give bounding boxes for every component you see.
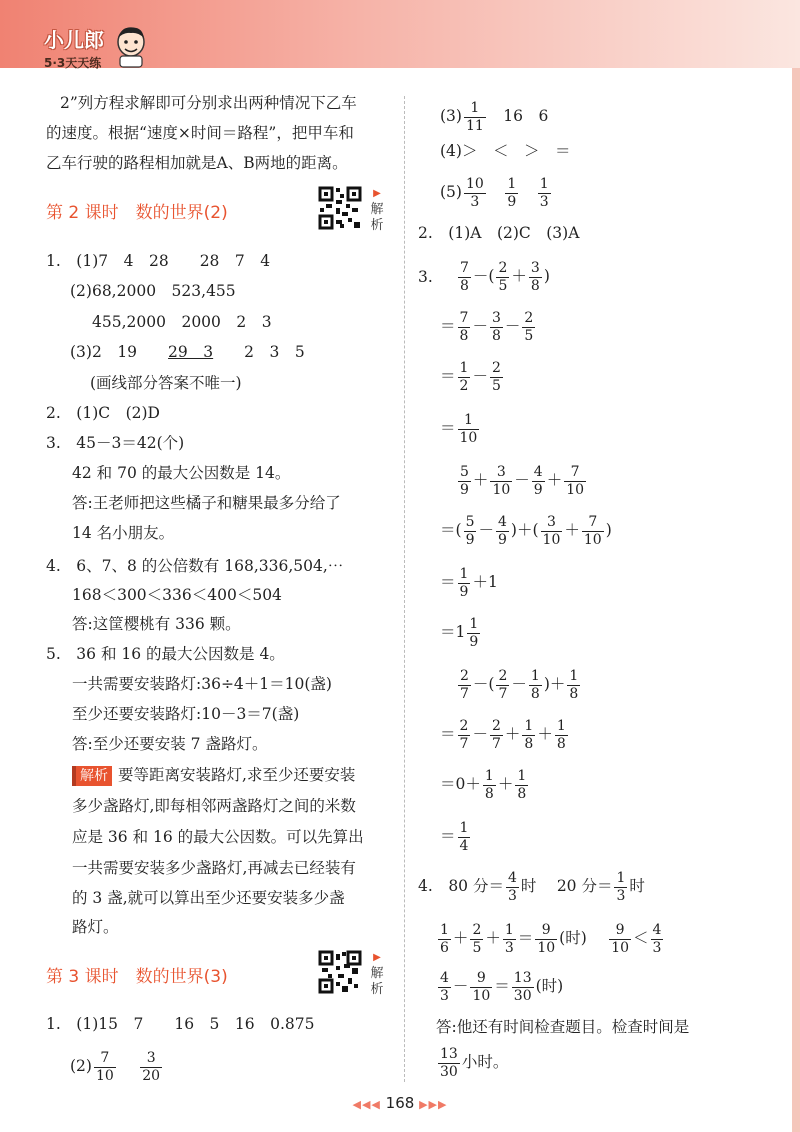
s2-q1e: (画线部分答案不唯一) [90,374,242,392]
qr-label-text-2: 解析 [370,966,384,997]
expr-f1: $\frac{5}{9}$ ＋ $\frac{3}{10}$ － $\frac{4}{9}$ ＋ $\frac{7}{10}$ [460,463,585,498]
analysis-text-1: 要等距离安装路灯,求至少还要安装 [118,766,356,784]
s2-q3d: 14 名小朋友。 [72,524,175,542]
fraction: $\frac{3}{8}$ [491,309,501,344]
fraction: $\frac{2}{7}$ [459,717,469,752]
s2-q1a: 1. (1)7 4 28 28 7 4 [46,252,271,270]
s2-q1d-post: 2 3 5 [213,343,305,361]
fraction: $\frac{3}{10}$ [542,513,561,548]
s2-q1d-pre: (3)2 19 [70,343,169,361]
fraction: $\frac{1}{2}$ [459,359,469,394]
r-q3-num: 3. [418,268,433,286]
s3-q1a: 1. (1)15 7 16 5 16 0.875 [46,1015,315,1033]
r-q4-line1: 4. 80 分＝ $\frac{4}{3}$ 时 20 分＝ $\frac{1}{3}$ 时 [418,869,645,904]
fraction: $\frac{9}{10}$ [537,921,556,956]
logo [44,24,104,71]
analysis-line-1 [72,764,355,786]
s2-q4c: 答:这筐樱桃有 336 颗。 [72,615,241,633]
expr-f2: ＝( $\frac{5}{9}$ － $\frac{4}{9}$ )＋( $\frac{3}{10}$ ＋ $\frac{7}{10}$ ) [440,513,612,548]
fraction: $\frac{2}{7}$ [460,667,469,702]
play-icon-2: ▶ [373,952,381,963]
qr-code-icon-2[interactable] [318,950,362,994]
r-q4-line2: $\frac{1}{6}$ ＋ $\frac{2}{5}$ ＋ $\frac{1}{3}$ ＝ $\frac{9}{10}$ (时) $\frac{9}{10}$ ＜ $\frac{4}{3}$ [440,921,662,956]
r-q4-answer-2: $\frac{13}{30}$ 小时。 [440,1045,509,1080]
analysis-line-6: 路灯。 [72,918,119,936]
r-q4-answer-1: 答:他还有时间检查题目。检查时间是 [436,1018,690,1036]
fraction: $\frac{10}{3}$ [465,175,484,210]
s2-q1d [70,341,305,363]
fraction: $\frac{1}{3}$ [616,869,626,904]
qr-label-2 [370,950,384,998]
s2-q3a: 3. 45－3＝42(个) [46,434,185,452]
fraction: $\frac{7}{8}$ [460,259,469,294]
fraction: $\frac{1}{6}$ [440,921,449,956]
expr-e3: ＝ $\frac{1}{2}$ － $\frac{2}{5}$ [440,359,501,394]
fraction: $\frac{1}{9}$ [507,175,517,210]
s2-q5c: 至少还要安装路灯:10－3＝7(盏) [72,705,300,723]
logo-sub: 5·3天天练 [44,56,102,70]
intro-line-1: 2”列方程求解即可分别求出两种情况下乙车 [60,94,357,112]
analysis-line-4: 一共需要安装多少盏路灯,再减去已经装有 [72,859,356,877]
fraction: $\frac{9}{10}$ [472,969,491,1004]
r-q1-3: (3) $\frac{1}{11}$ 16 6 [440,99,549,134]
expr-e4: ＝ $\frac{1}{10}$ [440,411,478,446]
s2-q4b: 168＜300＜336＜400＜504 [72,586,282,604]
s2-q5d: 答:至少还要安装 7 盏路灯。 [72,735,268,753]
fraction: $\frac{2}{7}$ [498,667,508,702]
s3-q1b [70,1046,164,1086]
fraction: $\frac{4}{9}$ [533,463,543,498]
fraction: $\frac{7}{10}$ [583,513,602,548]
fraction: $\frac{1}{8}$ [484,767,494,802]
fraction: $\frac{1}{9}$ [459,565,469,600]
s2-q3b: 42 和 70 的最大公因数是 14。 [72,464,291,482]
expr-f4: ＝1 $\frac{1}{9}$ [440,615,479,650]
fraction: $\frac{1}{8}$ [517,767,527,802]
s2-q2: 2. (1)C (2)D [46,404,160,422]
s2-q5b: 一共需要安装路灯:36÷4＋1＝10(盏) [72,675,332,693]
prev-arrows-icon: ◀◀◀ [352,1098,381,1111]
fraction: $\frac{4}{3}$ [507,869,517,904]
s2-q3c: 答:王老师把这些橘子和糖果最多分给了 [72,494,341,512]
mascot-icon [112,24,150,68]
fraction: $\frac{1}{8}$ [556,717,566,752]
fraction: $\frac{5}{9}$ [465,513,475,548]
fraction: $\frac{2}{5}$ [472,921,482,956]
r-q2: 2. (1)A (2)C (3)A [418,224,580,242]
s2-q5a: 5. 36 和 16 的最大公因数是 4。 [46,645,285,663]
fraction: $\frac{7}{10}$ [95,1049,114,1084]
fraction: $\frac{5}{9}$ [460,463,469,498]
s2-q1b: (2)68,2000 523,455 [70,282,236,300]
logo-main: 小儿郎 [44,28,104,52]
section-title-lesson-3: 第 3 课时 数的世界(3) [46,967,228,987]
page-number: 168 [385,1094,415,1112]
r-q4-line3: $\frac{4}{3}$ － $\frac{9}{10}$ ＝ $\frac{13}{30}$ (时) [440,969,564,1004]
s2-q4a: 4. 6、7、8 的公倍数有 168,336,504,⋯ [46,557,344,575]
fraction: $\frac{7}{8}$ [459,309,469,344]
expr-g3: ＝0＋ $\frac{1}{8}$ ＋ $\frac{1}{8}$ [440,767,527,802]
analysis-tag: 解析 [72,766,112,786]
fraction: $\frac{1}{9}$ [469,615,479,650]
fraction: $\frac{1}{8}$ [569,667,579,702]
fraction: $\frac{3}{20}$ [142,1049,161,1084]
fraction: $\frac{3}{10}$ [492,463,511,498]
analysis-line-2: 多少盏路灯,即每相邻两盏路灯之间的米数 [72,797,356,815]
fraction: $\frac{4}{3}$ [440,969,449,1004]
fraction: $\frac{2}{5}$ [524,309,534,344]
expr-g2: ＝ $\frac{2}{7}$ － $\frac{2}{7}$ ＋ $\frac{1}{8}$ ＋ $\frac{1}{8}$ [440,717,566,752]
expr-g4: ＝ $\frac{1}{4}$ [440,819,469,854]
qr-code-icon[interactable] [318,186,362,230]
fraction: $\frac{1}{3}$ [539,175,549,210]
r-q1-5: (5) $\frac{10}{3}$ $\frac{1}{9}$ $\frac{1}{3}$ [440,175,549,210]
analysis-line-3: 应是 36 和 16 的最大公因数。可以先算出 [72,828,364,846]
s2-q1c: 455,2000 2000 2 3 [92,313,272,331]
fraction: $\frac{9}{10}$ [611,921,630,956]
analysis-line-5: 的 3 盏,就可以算出至少还要安装多少盏 [72,889,345,907]
fraction: $\frac{1}{11}$ [465,99,484,134]
expr-e1: $\frac{7}{8}$ －( $\frac{2}{5}$ ＋ $\frac{3}{8}$ ) [460,259,550,294]
fraction: $\frac{1}{8}$ [530,667,540,702]
fraction: $\frac{1}{4}$ [459,819,469,854]
qr-label [370,186,384,234]
fraction: $\frac{1}{10}$ [459,411,478,446]
fraction: $\frac{2}{5}$ [491,359,501,394]
fraction: $\frac{3}{8}$ [530,259,540,294]
fraction: $\frac{4}{3}$ [652,921,662,956]
fraction: $\frac{1}{8}$ [524,717,534,752]
section-title-lesson-2: 第 2 课时 数的世界(2) [46,203,228,223]
fraction: $\frac{2}{7}$ [491,717,501,752]
play-icon: ▶ [373,188,381,199]
intro-line-2: 的速度。根据“速度×时间＝路程”，把甲车和 [46,124,354,142]
expr-g1: $\frac{2}{7}$ －( $\frac{2}{7}$ － $\frac{1}{8}$ )＋ $\frac{1}{8}$ [460,667,579,702]
qr-label-text: 解析 [370,202,384,233]
fraction: $\frac{7}{10}$ [566,463,585,498]
expr-e2: ＝ $\frac{7}{8}$ － $\frac{3}{8}$ － $\frac{2}{5}$ [440,309,534,344]
intro-line-3: 乙车行驶的路程相加就是A、B两地的距离。 [46,154,348,172]
s2-q1d-underlined: 29 3 [168,343,214,361]
r-q1-4: (4)＞ ＜ ＞ ＝ [440,142,571,160]
column-divider [404,96,405,1082]
page-footer [0,1094,800,1112]
fraction: $\frac{4}{9}$ [498,513,507,548]
s3-q1b-pre: (2) [70,1057,92,1075]
next-arrows-icon: ▶▶▶ [419,1098,448,1111]
right-edge-stripe [792,68,800,1132]
fraction: $\frac{1}{3}$ [504,921,514,956]
expr-f3: ＝ $\frac{1}{9}$ ＋1 [440,565,498,600]
fraction: $\frac{2}{5}$ [498,259,508,294]
fraction: $\frac{13}{30}$ [440,1045,458,1080]
fraction: $\frac{13}{30}$ [513,969,532,1004]
